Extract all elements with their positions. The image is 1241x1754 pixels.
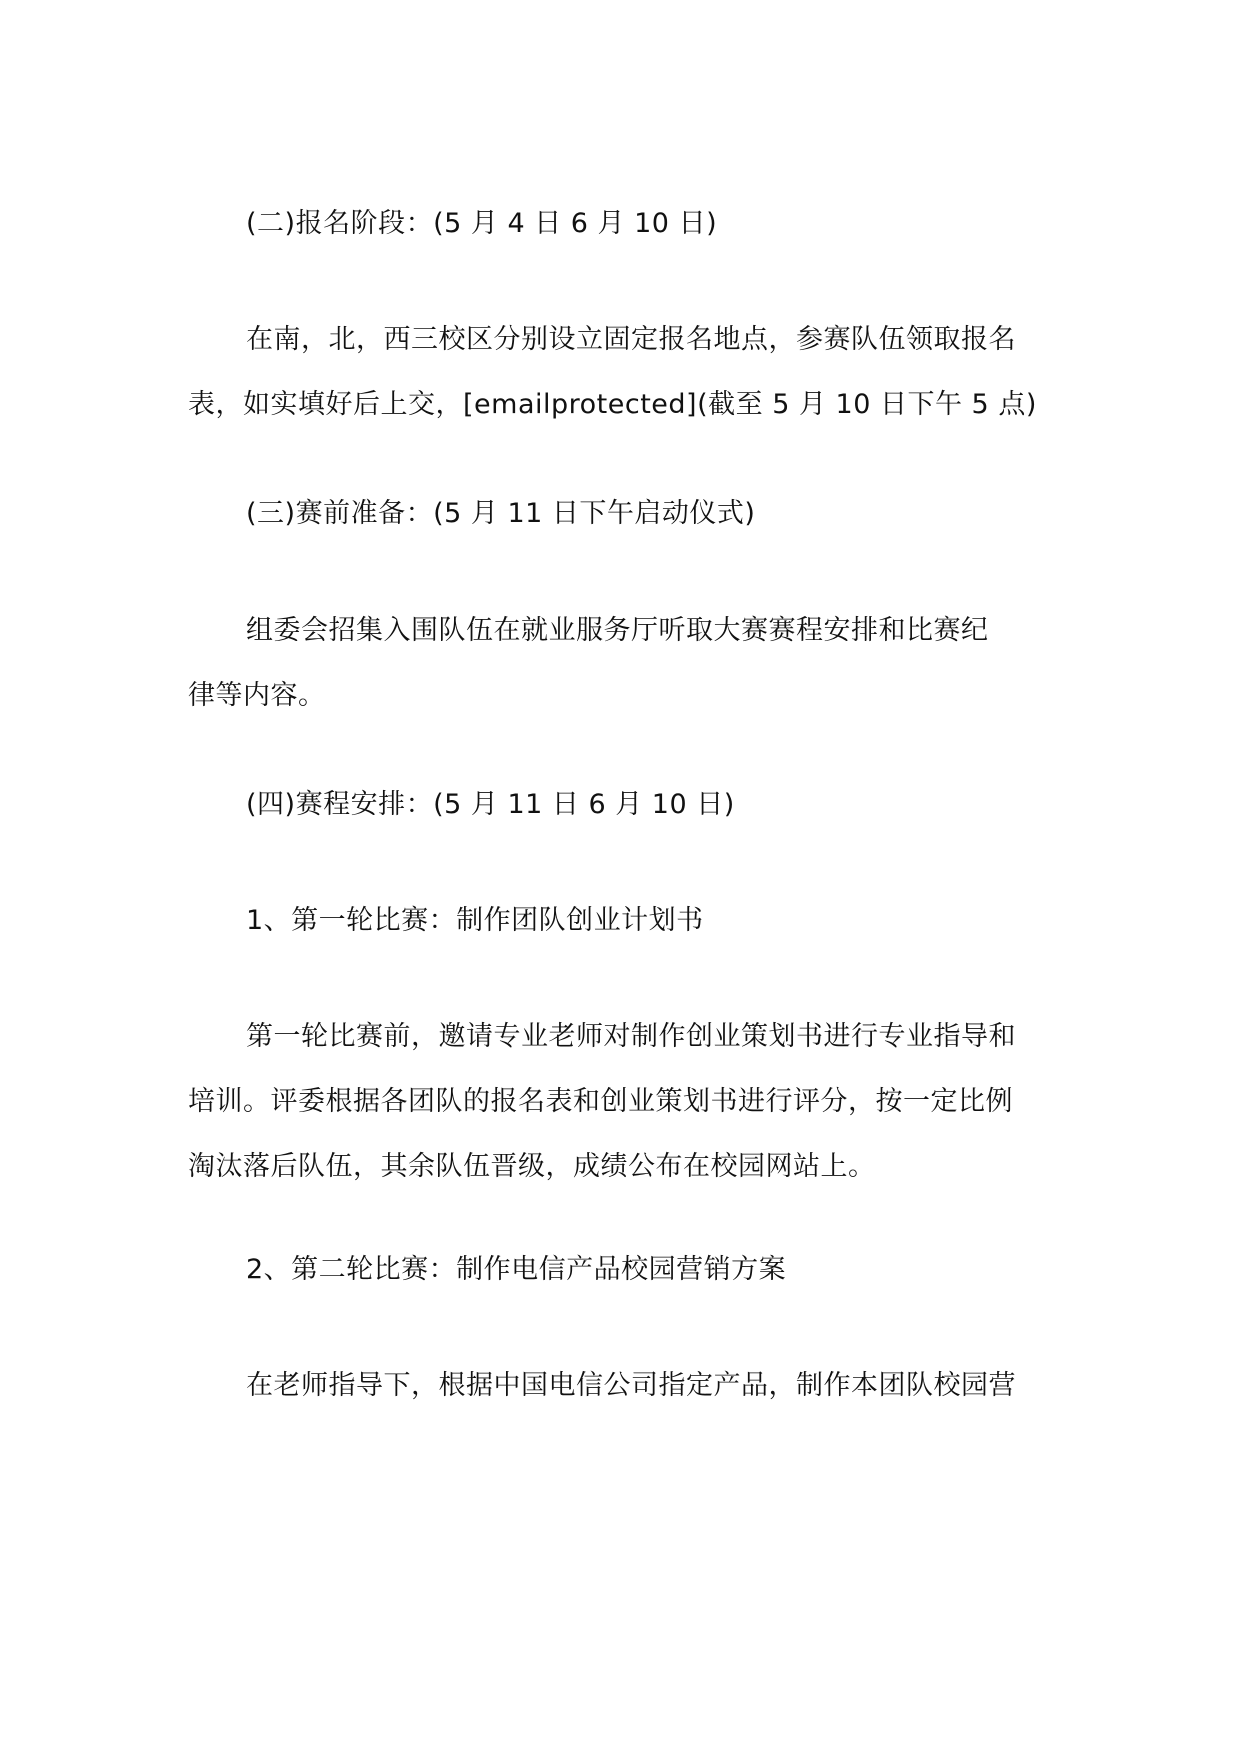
paragraph-line: 2、第二轮比赛：制作电信产品校园营销方案 xyxy=(246,1254,787,1285)
section-heading-schedule xyxy=(188,772,1068,837)
subheading-round-one xyxy=(188,888,1068,953)
paragraph-line: 组委会招集入围队伍在就业服务厅听取大赛赛程安排和比赛纪 xyxy=(246,615,989,646)
section-heading-registration xyxy=(188,191,1068,256)
paragraph-line: 表，如实填好后上交，[emailprotected](截至 5 月 10 日下午 5 点) xyxy=(188,389,1037,420)
section-heading-preparation xyxy=(188,481,1068,546)
paragraph-line: (三)赛前准备：(5 月 11 日下午启动仪式) xyxy=(246,498,756,529)
paragraph-line: 在老师指导下，根据中国电信公司指定产品，制作本团队校园营 xyxy=(246,1370,1016,1401)
paragraph-line: 淘汰落后队伍，其余队伍晋级，成绩公布在校园网站上。 xyxy=(188,1151,876,1182)
paragraph-preparation-details xyxy=(188,598,1068,728)
paragraph-line: 1、第一轮比赛：制作团队创业计划书 xyxy=(246,905,704,936)
paragraph-registration-details xyxy=(188,307,1068,437)
paragraph-line: 培训。评委根据各团队的报名表和创业策划书进行评分，按一定比例 xyxy=(188,1086,1013,1117)
paragraph-round-one-details xyxy=(188,1004,1068,1199)
subheading-round-two xyxy=(188,1237,1068,1302)
paragraph-line: 律等内容。 xyxy=(188,680,326,711)
paragraph-line: 第一轮比赛前，邀请专业老师对制作创业策划书进行专业指导和 xyxy=(246,1021,1016,1052)
paragraph-line: (二)报名阶段：(5 月 4 日 6 月 10 日) xyxy=(246,208,718,239)
paragraph-line: 在南，北，西三校区分别设立固定报名地点，参赛队伍领取报名 xyxy=(246,324,1016,355)
paragraph-round-two-details xyxy=(188,1353,1068,1418)
paragraph-line: (四)赛程安排：(5 月 11 日 6 月 10 日) xyxy=(246,789,735,820)
